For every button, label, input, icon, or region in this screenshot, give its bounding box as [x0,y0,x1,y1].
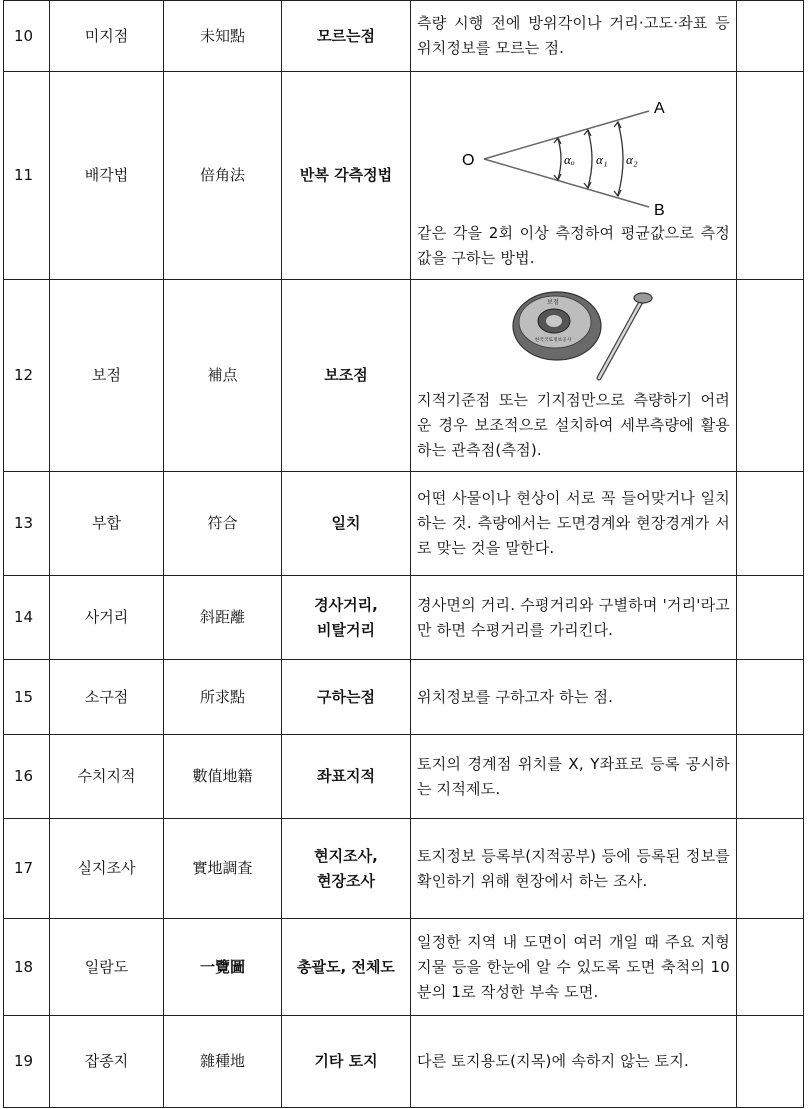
term-description: 토지의 경계점 위치를 X, Y좌표로 등록 공시하는 지적제도. [411,735,737,819]
replacement-term: 총괄도, 전체도 [282,919,411,1016]
empty-cell [737,919,804,1016]
term: 일람도 [50,919,164,1016]
hanja-term: 一覽圖 [164,919,282,1016]
term: 사거리 [50,576,164,660]
vertex-label: O [461,152,475,169]
marker-top-label: 보점 [547,299,559,306]
replacement-term: 일치 [282,472,411,576]
survey-marker-illustration [507,284,667,384]
term-description: 다른 토지용도(지목)에 속하지 않는 토지. [411,1016,737,1108]
row-number: 12 [4,280,50,472]
term: 잡종지 [50,1016,164,1108]
term-description: 어떤 사물이나 현상이 서로 꼭 들어맞거나 일치하는 것. 측량에서는 도면경계와 현장경계가 서로 맞는 것을 말한다. [411,472,737,576]
table-row [4,72,804,280]
marker-ring-label: 한국국토정보공사 [535,338,572,343]
term: 실지조사 [50,819,164,919]
hanja-term: 數值地籍 [164,735,282,819]
term: 수치지적 [50,735,164,819]
replacement-term: 좌표지적 [282,735,411,819]
table-row [4,819,804,919]
angle-label: α₂ [625,152,638,167]
terminology-table [3,0,804,1108]
table-row [4,472,804,576]
empty-cell [737,819,804,919]
empty-cell [737,72,804,280]
term-description: 같은 각을 2회 이상 측정하여 평균값으로 측정값을 구하는 방법. [417,224,730,267]
term-description-with-figure [411,280,737,472]
empty-cell [737,576,804,660]
table-row [4,576,804,660]
table-row [4,1,804,72]
row-number: 10 [4,1,50,72]
row-number: 17 [4,819,50,919]
term-description: 토지정보 등록부(지적공부) 등에 등록된 정보를 확인하기 위해 현장에서 하는 조사. [411,819,737,919]
ray-a-label: A [653,100,665,117]
hanja-term: 倍角法 [164,72,282,280]
ray-b-label: B [653,202,665,217]
row-number: 19 [4,1016,50,1108]
row-number: 11 [4,72,50,280]
term: 소구점 [50,660,164,735]
row-number: 15 [4,660,50,735]
term: 미지점 [50,1,164,72]
replacement-term: 보조점 [282,280,411,472]
term-description: 일정한 지역 내 도면이 여러 개일 때 주요 지형지물 등을 한눈에 알 수 있도록 도면 축척의 10분의 1로 작성한 부속 도면. [411,919,737,1016]
term-description: 지적기준점 또는 기지점만으로 측량하기 어려운 경우 보조적으로 설치하여 세부측량에 활용하는 관측점(측점). [417,391,730,459]
hanja-term: 補点 [164,280,282,472]
replacement-term: 반복 각측정법 [282,72,411,280]
empty-cell [737,660,804,735]
replacement-term: 현지조사, 현장조사 [282,819,411,919]
hanja-term: 未知點 [164,1,282,72]
empty-cell [737,472,804,576]
row-number: 16 [4,735,50,819]
table-row [4,735,804,819]
replacement-term: 기타 토지 [282,1016,411,1108]
hanja-term: 雜種地 [164,1016,282,1108]
term-description: 경사면의 거리. 수평거리와 구별하며 '거리'라고만 하면 수평거리를 가리킨다. [411,576,737,660]
term-description: 측량 시행 전에 방위각이나 거리·고도·좌표 등 위치정보를 모르는 점. [411,1,737,72]
empty-cell [737,1,804,72]
empty-cell [737,1016,804,1108]
angle-label: αₒ [563,152,575,167]
table-row [4,1016,804,1108]
row-number: 14 [4,576,50,660]
table-row [4,280,804,472]
term-description-with-figure [411,72,737,280]
replacement-term: 모르는점 [282,1,411,72]
angle-label: α₁ [595,152,608,167]
hanja-term: 實地調査 [164,819,282,919]
term: 부합 [50,472,164,576]
term: 배각법 [50,72,164,280]
term: 보점 [50,280,164,472]
hanja-term: 所求點 [164,660,282,735]
row-number: 18 [4,919,50,1016]
table-row [4,660,804,735]
empty-cell [737,280,804,472]
empty-cell [737,735,804,819]
angle-measurement-diagram [454,97,694,217]
row-number: 13 [4,472,50,576]
hanja-term: 斜距離 [164,576,282,660]
replacement-term: 경사거리, 비탈거리 [282,576,411,660]
table-row [4,919,804,1016]
replacement-term: 구하는점 [282,660,411,735]
hanja-term: 符合 [164,472,282,576]
term-description: 위치정보를 구하고자 하는 점. [411,660,737,735]
